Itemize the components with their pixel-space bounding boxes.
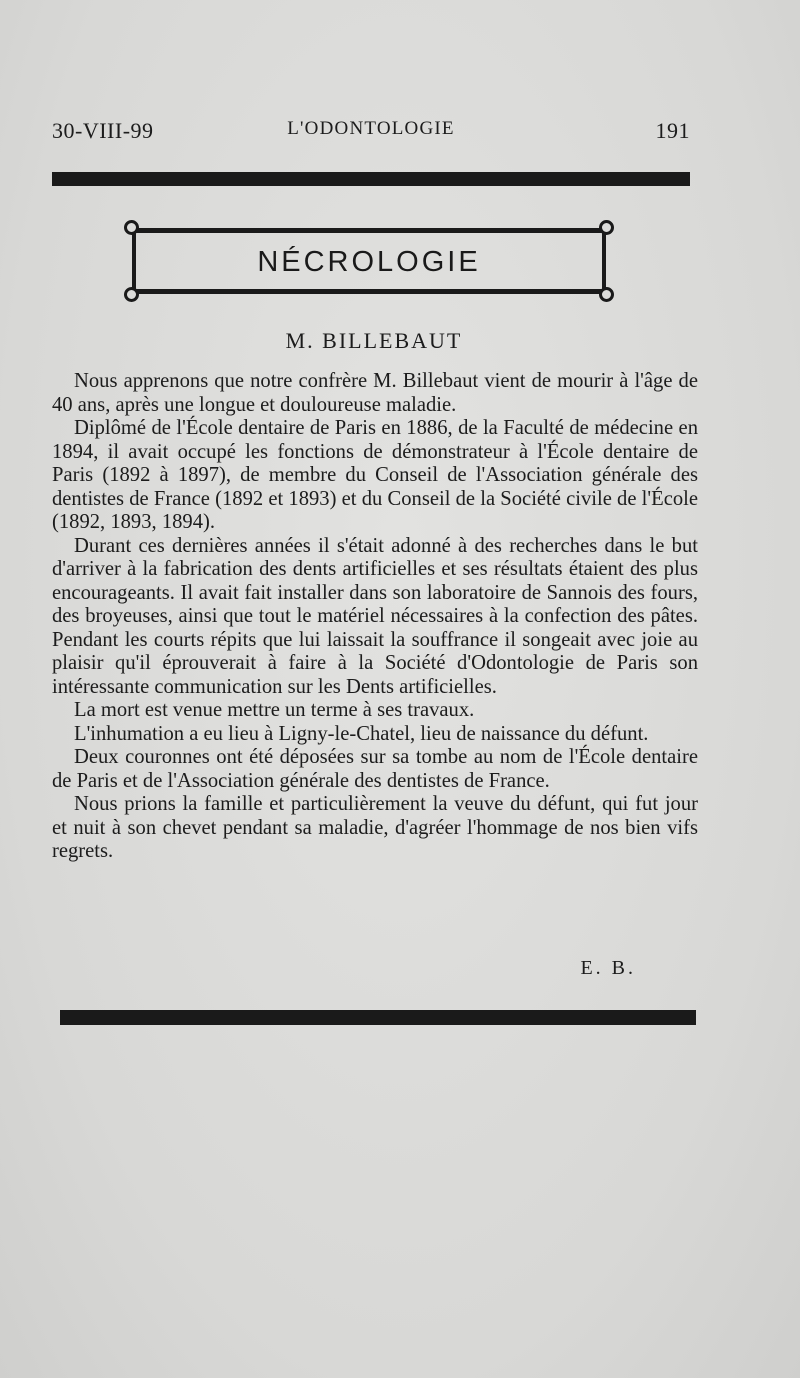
paragraph: L'inhumation a eu lieu à Ligny-le-Chatel, lieu de naissance du défunt. <box>74 722 649 745</box>
journal-title: L'ODONTOLOGIE <box>287 118 455 139</box>
obituary-subject: M. BILLEBAUT <box>285 328 463 353</box>
paragraph: Nous apprenons que notre confrère M. Billebaut vient de mourir à l'âge de 40 ans, après une longue et douloureuse maladie. <box>52 370 698 416</box>
top-rule <box>52 172 690 186</box>
author-signature: E. B. <box>580 957 636 979</box>
frame-corner-ornament <box>124 220 139 235</box>
bottom-rule <box>60 1010 696 1025</box>
frame-corner-ornament <box>599 287 614 302</box>
section-title: NÉCROLOGIE <box>257 246 481 278</box>
frame-bottom-bar <box>132 289 606 294</box>
paragraph: Nous prions la famille et particulièrement la veuve du défunt, qui fut jour et nuit à son chevet pendant sa maladie, d'agréer l'hommage de nos bien vifs regrets. <box>52 793 698 862</box>
paragraph: La mort est venue mettre un terme à ses travaux. <box>74 699 475 721</box>
frame-corner-ornament <box>124 287 139 302</box>
section-heading-frame <box>124 220 614 302</box>
paragraph: Deux couronnes ont été déposées sur sa tombe au nom de l'École dentaire de Paris et de l'Association générale des dentistes de France. <box>52 746 698 792</box>
issue-date: 30-VIII-99 <box>52 118 154 143</box>
article-body <box>52 370 698 864</box>
frame-corner-ornament <box>599 220 614 235</box>
page-number: 191 <box>655 118 690 143</box>
frame-top-bar <box>132 228 606 233</box>
running-head <box>52 118 690 148</box>
paragraph: Durant ces dernières années il s'était adonné à des recherches dans le but d'arriver à la fabrication des dents artificielles et ses résultats étaient des plus encourageants. Il avait fait installer dans son laboratoire de Sannois des fours, des broyeuses, ainsi que tout le matériel nécessaires à la confection des pâtes. Pendant les courts répits que lui laissait la souffrance il songeait avec joie au plaisir qu'il éprouverait à faire à la Société d'Odontologie de Paris son intéressante communication sur les Dents artificielles. <box>52 534 698 698</box>
paragraph: Diplômé de l'École dentaire de Paris en 1886, de la Faculté de médecine en 1894, il avait occupé les fonctions de démonstrateur à l'École dentaire de Paris (1892 à 1897), de membre du Conseil de l'Association générale des dentistes de France (1892 et 1893) et du Conseil de la Société civile de l'École (1892, 1893, 1894). <box>52 417 698 533</box>
